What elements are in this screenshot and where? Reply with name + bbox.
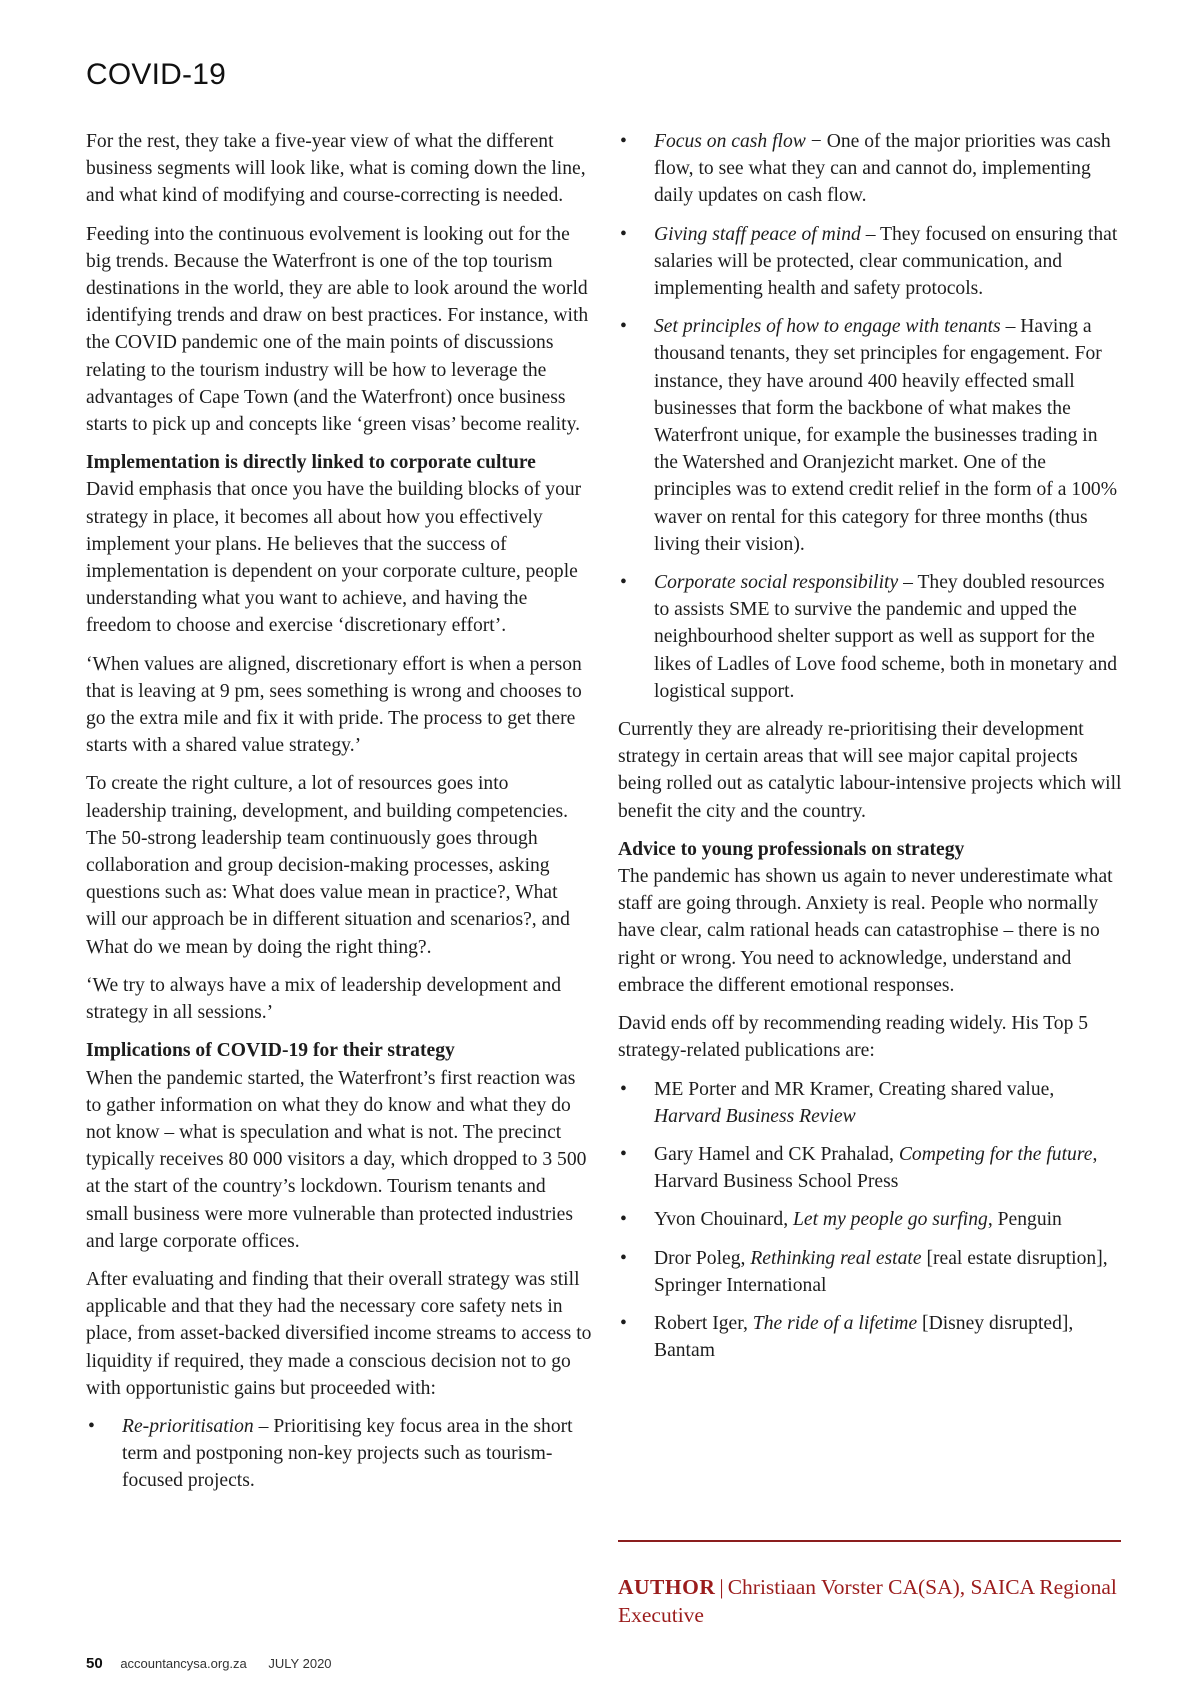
website-link[interactable]: accountancysa.org.za [120, 1656, 247, 1671]
list-item-term: Giving staff peace of mind [654, 223, 861, 245]
publication-authors: Yvon Chouinard, [654, 1209, 793, 1231]
publication-title: Competing for the future [898, 1143, 1093, 1165]
list-item-text: – They doubled resources to assists SME to survive the pandemic and upped the neighbourhood shelter support as well as support for the likes of Ladles of Love food scheme, both in monetary and logistical support. [654, 572, 1118, 702]
publication-item [618, 1245, 1124, 1299]
author-label: AUTHOR [618, 1575, 716, 1599]
strategy-list-right [618, 128, 1124, 705]
author-text: Christiaan Vorster CA(SA), SAICA Regional Executive [618, 1575, 1117, 1627]
quote-paragraph: ‘We try to always have a mix of leadership development and strategy in all sessions.’ [86, 974, 562, 1024]
page-footer [86, 1655, 332, 1672]
publication-authors: Robert Iger, [654, 1312, 753, 1334]
publication-publisher: , Harvard Business School Press [654, 1143, 1098, 1193]
publication-authors: Dror Poleg, [654, 1247, 751, 1269]
subheading-advice: Advice to young professionals on strategy [618, 838, 965, 860]
publications-list [618, 1076, 1124, 1365]
author-credit [618, 1573, 1138, 1629]
publication-item [618, 1141, 1124, 1195]
list-item [618, 313, 1124, 558]
publication-item [618, 1076, 1124, 1130]
publication-publisher: [real estate disruption], Springer International [654, 1247, 1108, 1296]
subheading-implementation: Implementation is directly linked to corporate culture [86, 452, 536, 474]
right-column [618, 128, 1124, 1375]
section-title: COVID-19 [86, 58, 226, 91]
author-separator: | [719, 1575, 724, 1599]
publication-publisher: , Penguin [987, 1209, 1062, 1231]
list-item-term: Re-prioritisation [122, 1415, 254, 1437]
strategy-list-left [86, 1413, 592, 1495]
list-item [618, 569, 1124, 705]
list-item-text: – Prioritising key focus area in the short term and postponing non-key projects such as tourism-focused projects. [122, 1415, 573, 1492]
list-item-text: − One of the major priorities was cash flow, to see what they can and cannot do, implementing daily updates on cash flow. [654, 131, 1111, 207]
publication-item [618, 1206, 1124, 1233]
paragraph: Feeding into the continuous evolvement is looking out for the big trends. Because the Waterfront is one of the top tourism destinations in the world, they are able to look around the world identifying trends and draw on best practices. For instance, with the COVID pandemic one of the main points of discussions relating to the tourism industry will be how to leverage the advantages of Cape Town (and the Waterfront) once business starts to pick up and concepts like ‘green visas’ become reality. [86, 223, 589, 436]
page-number: 50 [86, 1655, 103, 1672]
paragraph: David ends off by recommending reading widely. His Top 5 strategy-related publications are: [618, 1013, 1089, 1062]
subheading-implications: Implications of COVID-19 for their strategy [86, 1040, 455, 1062]
list-item-term: Focus on cash flow [654, 131, 806, 152]
list-item [618, 221, 1124, 303]
author-divider [618, 1540, 1121, 1542]
issue-date: JULY 2020 [268, 1656, 332, 1671]
paragraph: For the rest, they take a five-year view of what the different business segments will look like, what is coming down the line, and what kind of modifying and course-correcting is needed. [86, 131, 586, 207]
list-item-text: – They focused on ensuring that salaries will be protected, clear communication, and implementing health and safety protocols. [654, 223, 1118, 300]
paragraph: Currently they are already re-prioritising their development strategy in certain areas that will see major capital projects being rolled out as catalytic labour-intensive projects which will benefit the city and the country. [618, 719, 1122, 822]
list-item-term: Set principles of how to engage with tenants [654, 316, 1001, 338]
left-column [86, 128, 592, 1506]
paragraph: David emphasis that once you have the building blocks of your strategy in place, it becomes all about how you effectively implement your plans. He believes that the success of implementation is dependent on your corporate culture, people understanding what you want to achieve, and having the freedom to choose and exercise ‘discretionary effort’. [86, 479, 582, 637]
list-item [618, 128, 1124, 210]
paragraph: When the pandemic started, the Waterfront’s first reaction was to gather information on what they do know and what they do not know – what is speculation and what is not. The precinct typically receives 80 000 visitors a day, which dropped to 3 500 at the start of the country’s lockdown. Tourism tenants and small business were more vulnerable than protected industries and large corporate offices. [86, 1067, 587, 1252]
publication-publisher: [Disney disrupted], Bantam [654, 1312, 1074, 1362]
list-item [86, 1413, 592, 1495]
publication-authors: Gary Hamel and CK Prahalad, [654, 1143, 899, 1165]
paragraph: The pandemic has shown us again to never underestimate what staff are going through. Anxiety is real. People who normally have clear, calm rational heads can catastrophise – there is no right or wrong. You need to acknowledge, understand and embrace the different emotional responses. [618, 866, 1113, 996]
quote-paragraph: ‘When values are aligned, discretionary effort is when a person that is leaving at 9 pm, sees something is wrong and chooses to go the extra mile and fix it with pride. The process to get there starts with a shared value strategy.’ [86, 653, 582, 757]
publication-item [618, 1310, 1124, 1364]
list-item-term: Corporate social responsibility [654, 572, 899, 594]
publication-title: The ride of a lifetime [752, 1312, 918, 1334]
list-item-text: – Having a thousand tenants, they set principles for engagement. For instance, they have around 400 heavily effected small businesses that form the backbone of what makes the Waterfront unique, for example the businesses trading in the Watershed and Oranjezicht market. One of the principles was to extend credit relief in the form of a 100% waver on rental for this category for three months (thus living their vision). [654, 316, 1118, 555]
paragraph: To create the right culture, a lot of resources goes into leadership training, development, and building competencies. The 50-strong leadership team continuously goes through collaboration and group decision-making processes, asking questions such as: What does value mean in practice?, What will our approach be in different situation and scenarios?, and What do we mean by doing the right thing?. [86, 773, 570, 958]
publication-title: Harvard Business Review [654, 1105, 856, 1127]
publication-title: Let my people go surfing [793, 1209, 988, 1231]
publication-title: Rethinking real estate [750, 1247, 922, 1269]
paragraph: After evaluating and finding that their overall strategy was still applicable and that they had the necessary core safety nets in place, from asset-backed diversified income streams to access to liquidity if required, they made a conscious decision not to go with opportunistic gains but proceeded with: [86, 1268, 592, 1399]
publication-authors: ME Porter and MR Kramer, Creating shared value, [654, 1078, 1055, 1100]
